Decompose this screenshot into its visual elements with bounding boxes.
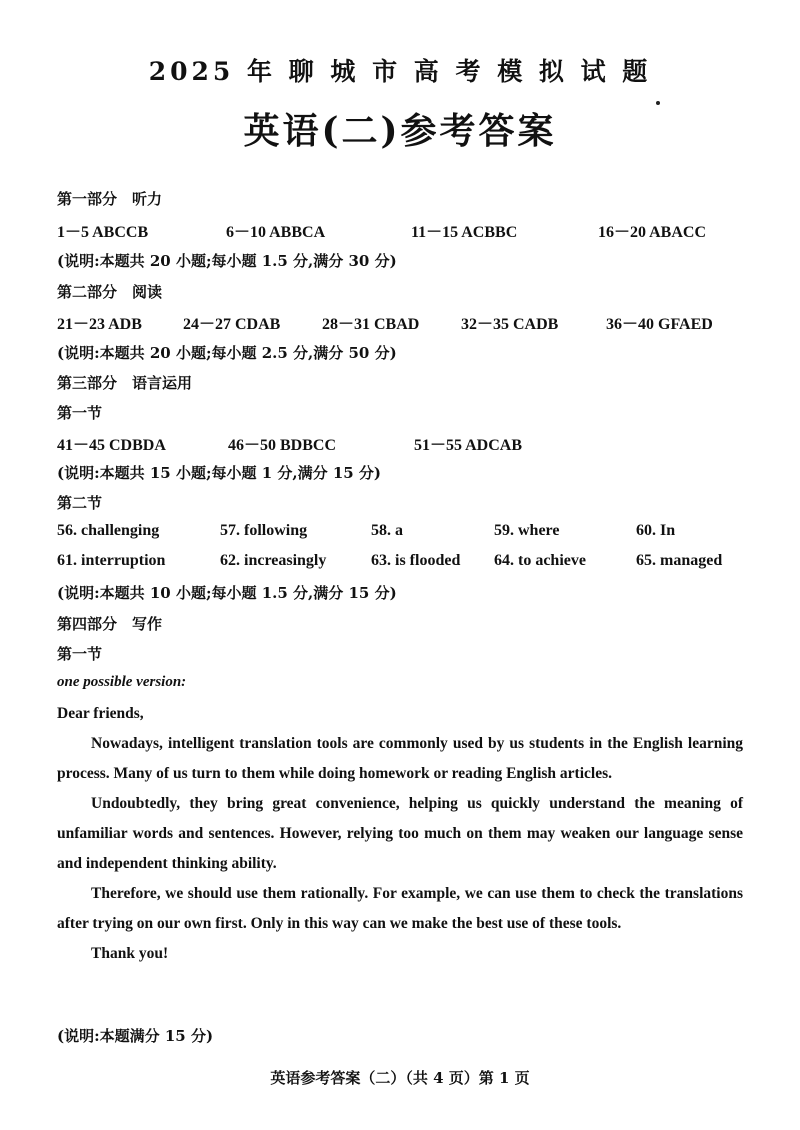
part1-answer-2: 6－10 ABBCA (226, 224, 326, 241)
part4-note: (说明:本题满分 15 分) (57, 1027, 214, 1045)
subject-title: 英语(二)参考答案 (243, 110, 557, 152)
part2-answer-1: 21－23 ADB (57, 316, 142, 333)
fill-answer-63: 63. is flooded (371, 552, 461, 569)
part2-answer-5: 36－40 GFAED (606, 316, 713, 333)
part3-section2-heading: 第二节 (57, 494, 103, 512)
part1-heading: 第一部分 听力 (57, 190, 163, 208)
fill-answer-62: 62. increasingly (220, 552, 327, 569)
part2-heading: 第二部分 阅读 (57, 283, 163, 301)
essay-closing: Thank you! (91, 945, 169, 962)
part3-section1-heading: 第一节 (57, 404, 103, 422)
version-label: one possible version: (57, 674, 187, 690)
part2-answer-3: 28－31 CBAD (322, 316, 420, 333)
essay-paragraph-3: Therefore, we should use them rationally. For example, we can use them to check the translations after trying on our own first. Only in this way can we make the best use of these tools. (57, 885, 743, 932)
exam-title: 2025 年 聊 城 市 高 考 模 拟 试 题 (148, 57, 652, 86)
fill-answer-61: 61. interruption (57, 552, 166, 569)
part2-note: (说明:本题共 20 小题;每小题 2.5 分,满分 50 分) (57, 344, 397, 362)
scan-speck (656, 101, 660, 105)
part1-answer-4: 16－20 ABACC (598, 224, 707, 241)
part1-note: (说明:本题共 20 小题;每小题 1.5 分,满分 30 分) (57, 252, 397, 270)
page-footer: 英语参考答案（二）（共 4 页）第 1 页 (270, 1069, 530, 1087)
part3-answer-1: 41－45 CDBDA (57, 437, 166, 454)
part3-heading: 第三部分 语言运用 (57, 374, 193, 392)
fill-answer-56: 56. challenging (57, 522, 160, 539)
fill-answer-65: 65. managed (636, 552, 723, 569)
part1-answer-3: 11－15 ACBBC (411, 224, 518, 241)
fill-answer-59: 59. where (494, 522, 560, 539)
essay-paragraph-1: Nowadays, intelligent translation tools are commonly used by us students in the English learning process. Many of us turn to them while doing homework or reading English articles. (57, 735, 743, 782)
part3-answer-2: 46－50 BDBCC (228, 437, 337, 454)
part3-answer-3: 51－55 ADCAB (414, 437, 523, 454)
part4-heading: 第四部分 写作 (57, 615, 163, 633)
fill-answer-64: 64. to achieve (494, 552, 586, 569)
part4-section1-heading: 第一节 (57, 645, 103, 663)
fill-answer-60: 60. In (636, 522, 676, 539)
part2-answer-4: 32－35 CADB (461, 316, 559, 333)
essay-paragraph-2: Undoubtedly, they bring great convenience, helping us quickly understand the meaning of unfamiliar words and sentences. However, relying too much on them may weaken our language sense and independent thinking ability. (57, 795, 743, 872)
essay-salutation: Dear friends, (57, 705, 144, 722)
part3-section2-note: (说明:本题共 10 小题;每小题 1.5 分,满分 15 分) (57, 584, 397, 602)
part1-answer-1: 1－5 ABCCB (57, 224, 149, 241)
fill-answer-57: 57. following (220, 522, 308, 539)
fill-answer-58: 58. a (371, 522, 403, 539)
part2-answer-2: 24－27 CDAB (183, 316, 281, 333)
sample-essay (57, 699, 743, 969)
part3-section1-note: (说明:本题共 15 小题;每小题 1 分,满分 15 分) (57, 464, 382, 482)
